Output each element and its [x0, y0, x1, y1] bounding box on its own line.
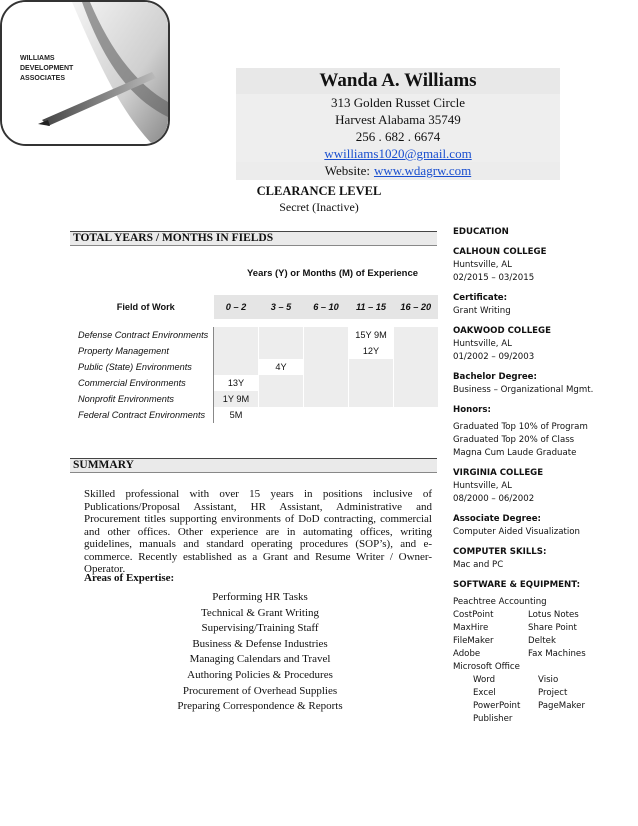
- table-cell: [304, 375, 349, 391]
- software-item: Share Point: [528, 623, 577, 633]
- address-line-2: Harvest Alabama 35749: [335, 112, 461, 127]
- field-name: Nonprofit Environments: [78, 391, 214, 407]
- virginia-city: Huntsville, AL: [453, 481, 512, 491]
- software-label: SOFTWARE & EQUIPMENT:: [453, 580, 581, 590]
- table-cell: [349, 375, 394, 391]
- table-cell: 5M: [214, 407, 259, 423]
- website-label: Website:: [324, 163, 370, 178]
- email-link[interactable]: wwilliams1020@gmail.com: [324, 146, 472, 161]
- list-item: Authoring Policies & Procedures: [187, 668, 333, 681]
- list-item: Performing HR Tasks: [212, 591, 308, 603]
- logo-text-line1: WILLIAMS: [20, 55, 55, 62]
- table-row: [78, 343, 438, 359]
- office-item: Visio: [538, 675, 559, 685]
- range-header: [259, 295, 304, 319]
- field-of-work-header: Field of Work: [78, 295, 214, 319]
- table-cell: [259, 327, 304, 343]
- table-cell: [259, 375, 304, 391]
- table-cell: [394, 391, 439, 407]
- field-name: Defense Contract Environments: [78, 327, 214, 343]
- phone-number: 256 . 682 . 6674: [355, 129, 441, 144]
- candidate-name: Wanda A. Williams: [319, 70, 477, 91]
- company-logo: [0, 0, 170, 146]
- table-cell: [259, 391, 304, 407]
- certificate-value: Grant Writing: [453, 306, 511, 316]
- clearance-value: Secret (Inactive): [279, 200, 359, 214]
- honors-label: Honors:: [453, 405, 491, 415]
- range-header: [214, 295, 259, 319]
- list-item: Managing Calendars and Travel: [189, 653, 331, 666]
- table-cell: 13Y: [214, 375, 259, 391]
- range-label: 6 – 10: [313, 302, 339, 312]
- calhoun-dates: 02/2015 – 03/2015: [453, 273, 535, 283]
- table-cell: [349, 407, 394, 423]
- bachelor-value: Business – Organizational Mgmt.: [453, 385, 594, 395]
- years-section-title: TOTAL YEARS / MONTHS IN FIELDS: [73, 232, 274, 244]
- office-row: [473, 674, 623, 687]
- office-item: Word: [473, 675, 496, 685]
- table-cell: [304, 343, 349, 359]
- table-cell: [394, 375, 439, 391]
- table-cell: 12Y: [349, 343, 394, 359]
- software-item: Lotus Notes: [528, 610, 579, 620]
- calhoun-city: Huntsville, AL: [453, 260, 512, 270]
- software-row: [453, 648, 623, 661]
- table-cell: [214, 327, 259, 343]
- skills-value: Mac and PC: [453, 560, 504, 570]
- bachelor-label: Bachelor Degree:: [453, 372, 537, 382]
- software-row: [453, 635, 623, 648]
- address-row-1: [236, 94, 560, 111]
- table-spacer: [78, 319, 438, 327]
- software-row: [453, 609, 623, 622]
- table-cell: [349, 391, 394, 407]
- range-label: 11 – 15: [356, 302, 386, 312]
- field-name: Public (State) Environments: [78, 359, 214, 375]
- table-cell: [394, 407, 439, 423]
- range-header: [394, 295, 439, 319]
- oakwood-dates: 01/2002 – 09/2003: [453, 352, 535, 362]
- range-label: 0 – 2: [225, 302, 247, 312]
- office-item: Project: [538, 688, 568, 698]
- summary-section-header: [70, 458, 437, 473]
- list-item: Procurement of Overhead Supplies: [182, 684, 338, 697]
- office-item: Publisher: [473, 714, 513, 724]
- table-row: [78, 407, 438, 423]
- table-cell: 15Y 9M: [349, 327, 394, 343]
- office-item: Excel: [473, 688, 496, 698]
- list-item: Supervising/Training Staff: [201, 622, 319, 635]
- education-column: [453, 226, 623, 726]
- honor-item: Graduated Top 20% of Class: [453, 435, 575, 445]
- associate-label: Associate Degree:: [453, 514, 541, 524]
- address-row-2: [236, 111, 560, 128]
- software-row: [453, 622, 623, 635]
- certificate-label: Certificate:: [453, 293, 508, 303]
- software-item: Peachtree Accounting: [453, 597, 547, 607]
- table-cell: [394, 343, 439, 359]
- table-row: [78, 391, 438, 407]
- table-cell: [394, 327, 439, 343]
- expertise-title: Areas of Expertise:: [84, 572, 175, 584]
- table-cell: [304, 391, 349, 407]
- years-table-header-row: [78, 295, 438, 319]
- software-item: Adobe: [453, 649, 481, 659]
- range-label: 16 – 20: [400, 302, 432, 312]
- honor-item: Magna Cum Laude Graduate: [453, 448, 577, 458]
- office-item: PowerPoint: [473, 701, 521, 711]
- range-header: [349, 295, 394, 319]
- office-list: [453, 674, 623, 726]
- phone-row: [236, 128, 560, 145]
- table-row: [78, 375, 438, 391]
- clearance-title: CLEARANCE LEVEL: [256, 184, 382, 198]
- education-title: EDUCATION: [453, 227, 509, 237]
- address-line-1: 313 Golden Russet Circle: [331, 95, 465, 110]
- table-cell: [304, 359, 349, 375]
- email-row: [236, 145, 560, 162]
- table-cell: [214, 359, 259, 375]
- office-row: [473, 687, 623, 700]
- table-row: [78, 327, 438, 343]
- oakwood-name: OAKWOOD COLLEGE: [453, 326, 551, 336]
- list-item: Preparing Correspondence & Reports: [177, 700, 343, 713]
- software-item: FileMaker: [453, 636, 494, 646]
- table-cell: [259, 343, 304, 359]
- website-link[interactable]: www.wdagrw.com: [373, 163, 472, 178]
- honor-item: Graduated Top 10% of Program: [453, 422, 588, 432]
- summary-section-title: SUMMARY: [73, 459, 134, 471]
- table-cell: [259, 407, 304, 423]
- software-item: Fax Machines: [528, 649, 586, 659]
- table-cell: [349, 359, 394, 375]
- table-cell: [214, 343, 259, 359]
- logo-text-line3: ASSOCIATES: [20, 75, 65, 82]
- office-item: PageMaker: [538, 701, 585, 711]
- associate-value: Computer Aided Visualization: [453, 527, 580, 537]
- table-cell: 1Y 9M: [214, 391, 259, 407]
- table-cell: 4Y: [259, 359, 304, 375]
- calhoun-name: CALHOUN COLLEGE: [453, 247, 547, 257]
- field-name: Property Management: [78, 343, 214, 359]
- range-label: 3 – 5: [270, 302, 292, 312]
- skills-label: COMPUTER SKILLS:: [453, 547, 547, 557]
- table-row: [78, 359, 438, 375]
- software-item: Deltek: [528, 636, 556, 646]
- list-item: Technical & Grant Writing: [200, 606, 320, 619]
- website-row: [236, 162, 560, 180]
- table-cell: [394, 359, 439, 375]
- virginia-name: VIRGINIA COLLEGE: [453, 468, 544, 478]
- table-cell: [304, 407, 349, 423]
- software-item: MaxHire: [453, 623, 489, 633]
- expertise-list: [140, 590, 380, 715]
- years-table: [78, 295, 438, 423]
- office-row: [473, 700, 623, 713]
- virginia-dates: 08/2000 – 06/2002: [453, 494, 535, 504]
- logo-text-line2: DEVELOPMENT: [20, 65, 74, 72]
- years-section-header: [70, 231, 437, 246]
- field-name: Commercial Environments: [78, 375, 214, 391]
- software-item: CostPoint: [453, 610, 494, 620]
- list-item: Business & Defense Industries: [192, 637, 328, 650]
- years-caption: Years (Y) or Months (M) of Experience: [247, 268, 419, 279]
- name-row: [236, 68, 560, 94]
- office-label: Microsoft Office: [453, 662, 520, 672]
- field-name: Federal Contract Environments: [78, 407, 214, 423]
- table-cell: [304, 327, 349, 343]
- oakwood-city: Huntsville, AL: [453, 339, 512, 349]
- range-header: [304, 295, 349, 319]
- summary-paragraph: Skilled professional with over 15 years in positions inclusive of Publications/Proposal Assistant, HR Assistant, Administrative and Procurement titles supporting environments of DoD contracting, commercial and other offices. Other experience are in automating offices, writing guidelines, manuals and standard operating procedures (SOP’s), and e-commerce. Recently established as a Grant and Resume Writer / Owner-Operator.: [84, 488, 432, 575]
